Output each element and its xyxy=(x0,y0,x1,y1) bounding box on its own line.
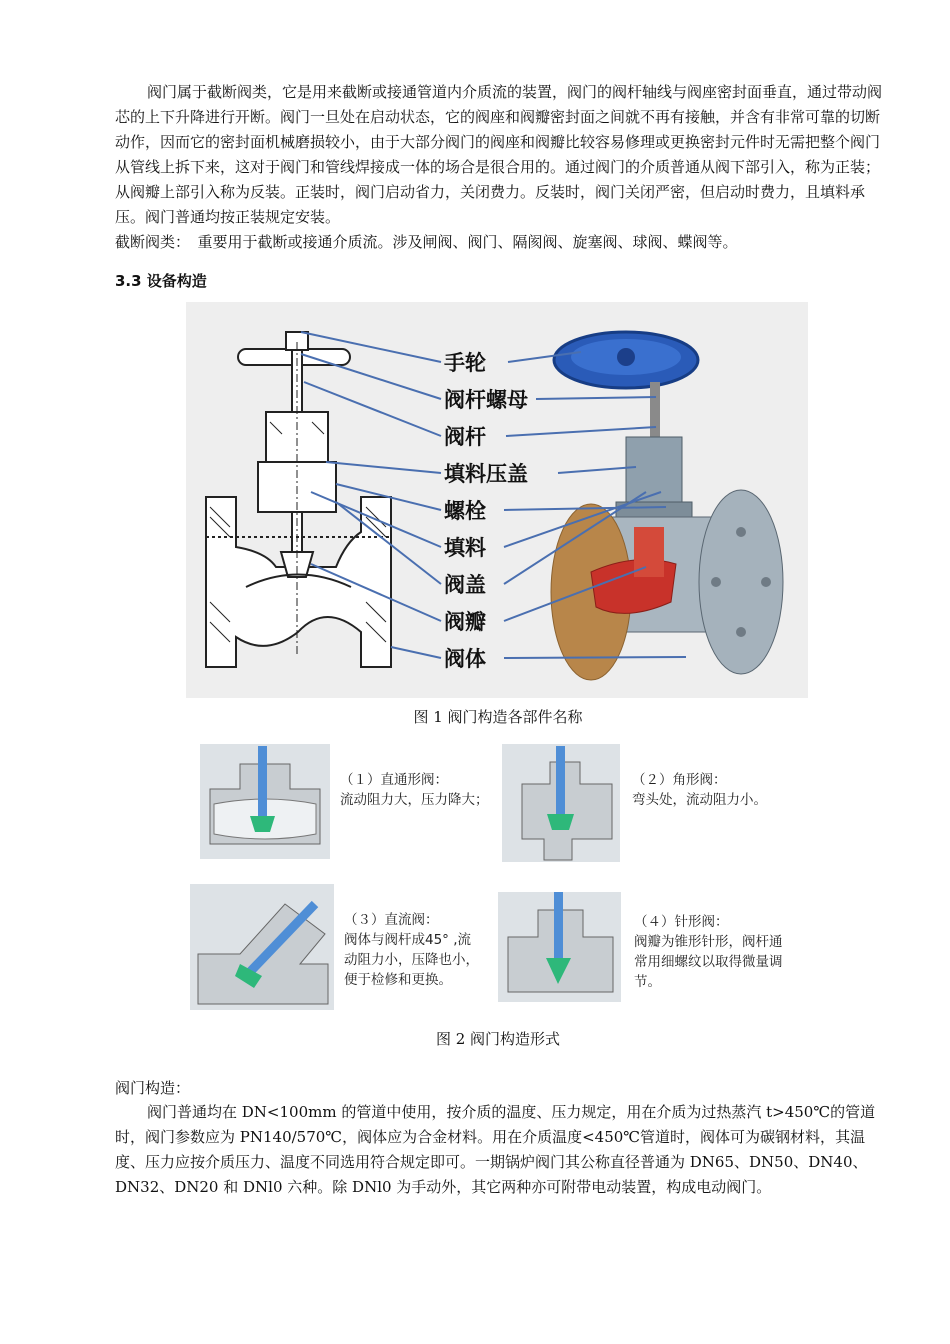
label-disc: 阀瓣 xyxy=(444,610,486,634)
label-body: 阀体 xyxy=(444,647,486,671)
panel1-text xyxy=(340,770,489,810)
intro-paragraph: 阀门属于截断阀类，它是用来截断或接通管道内介质流的装置，阀门的阀杆轴线与阀座密封面垂直，通过带动阀芯的上下升降进行开断。阀门一旦处在启动状态，它的阀座和阀瓣密封面之间就不再有接触，并含有非常可靠的切断动作，因而它的密封面机械磨损较小，由于大部分阀门的阀座和阀瓣比较容易修理或更换密封元件时无需把整个阀门从管线上拆下来，这对于阀门和管线焊接成一体的场合是很合用的。通过阀门的介质普通从阀下部引入，称为正装；从阀瓣上部引入称为反装。正装时，阀门启动省力，关闭费力。反装时，阀门关闭严密，但启动时费力，且填料承压。阀门普通均按正装规定安装。 xyxy=(115,83,883,226)
panel4-title: （４）针形阀： xyxy=(634,914,729,930)
straight-valve-thumb xyxy=(200,744,330,859)
part-labels xyxy=(444,351,528,671)
panel3-desc: 阀体与阀杆成45° ,流 动阻力小，压降也小， 便于检修和更换。 xyxy=(344,932,479,988)
label-bonnet: 阀盖 xyxy=(444,573,486,597)
label-packing: 填料 xyxy=(444,536,486,560)
y-valve-thumb xyxy=(190,884,334,1010)
cutoff-valve-paragraph: 截断阀类： 重要用于截断或接通介质流。涉及闸阀、阀门、隔阂阀、旋塞阀、球阀、蝶阀等。 xyxy=(115,233,738,251)
construction-paragraph: 阀门普通均在 DN<100mm 的管道中使用，按介质的温度、压力规定，用在介质为过热蒸汽 t>450℃的管道时，阀门参数应为 PN140/570℃，阀体应为合金材料。用在介质温度<450℃管道时，阀体可为碳钢材料，其温度、压力应按介质压力、温度不同选用符合规定即可。一期锅炉阀门其公称直径普通为 DN65、DN50、DN40、DN32、DN20 和 DNl0 六种。除 DNl0 为手动外，其它两种亦可附带电动装置，构成电动阀门。 xyxy=(115,1103,876,1196)
panel2-desc: 弯头处，流动阻力小。 xyxy=(632,792,767,808)
straight-valve-icon xyxy=(200,744,330,859)
figure1-caption: 图 1 阀门构造各部件名称 xyxy=(413,708,583,726)
angle-valve-icon xyxy=(502,744,620,862)
panel4-desc: 阀瓣为锥形针形，阀杆通 常用细螺纹以取得微量调 节。 xyxy=(634,934,783,990)
section-heading: 3.3 设备构造 xyxy=(115,272,207,290)
needle-valve-thumb xyxy=(498,892,621,1002)
valve-section-drawing xyxy=(206,332,391,667)
panel3-text xyxy=(344,910,479,990)
label-gland: 填料压盖 xyxy=(444,462,528,486)
panel2-title: （２）角形阀： xyxy=(632,772,727,788)
label-bolt: 螺栓 xyxy=(444,499,486,523)
label-handwheel: 手轮 xyxy=(444,351,486,375)
panel3-title: （３）直流阀： xyxy=(344,912,439,928)
figure2-caption: 图 2 阀门构造形式 xyxy=(435,1030,561,1048)
valve-cutaway-photo xyxy=(551,332,783,680)
valve-parts-diagram xyxy=(186,302,808,698)
label-stem: 阀杆 xyxy=(444,425,486,449)
panel1-desc: 流动阻力大，压力降大； xyxy=(340,792,489,808)
panel2-text xyxy=(632,770,767,810)
y-valve-icon xyxy=(190,884,334,1010)
angle-valve-thumb xyxy=(502,744,620,862)
panel4-text xyxy=(634,912,783,992)
label-stem-nut: 阀杆螺母 xyxy=(444,388,528,412)
construction-title: 阀门构造： xyxy=(115,1079,191,1097)
panel1-title: （１）直通形阀： xyxy=(340,772,448,788)
needle-valve-icon xyxy=(498,892,621,1002)
valve-parts-figure xyxy=(186,302,808,698)
